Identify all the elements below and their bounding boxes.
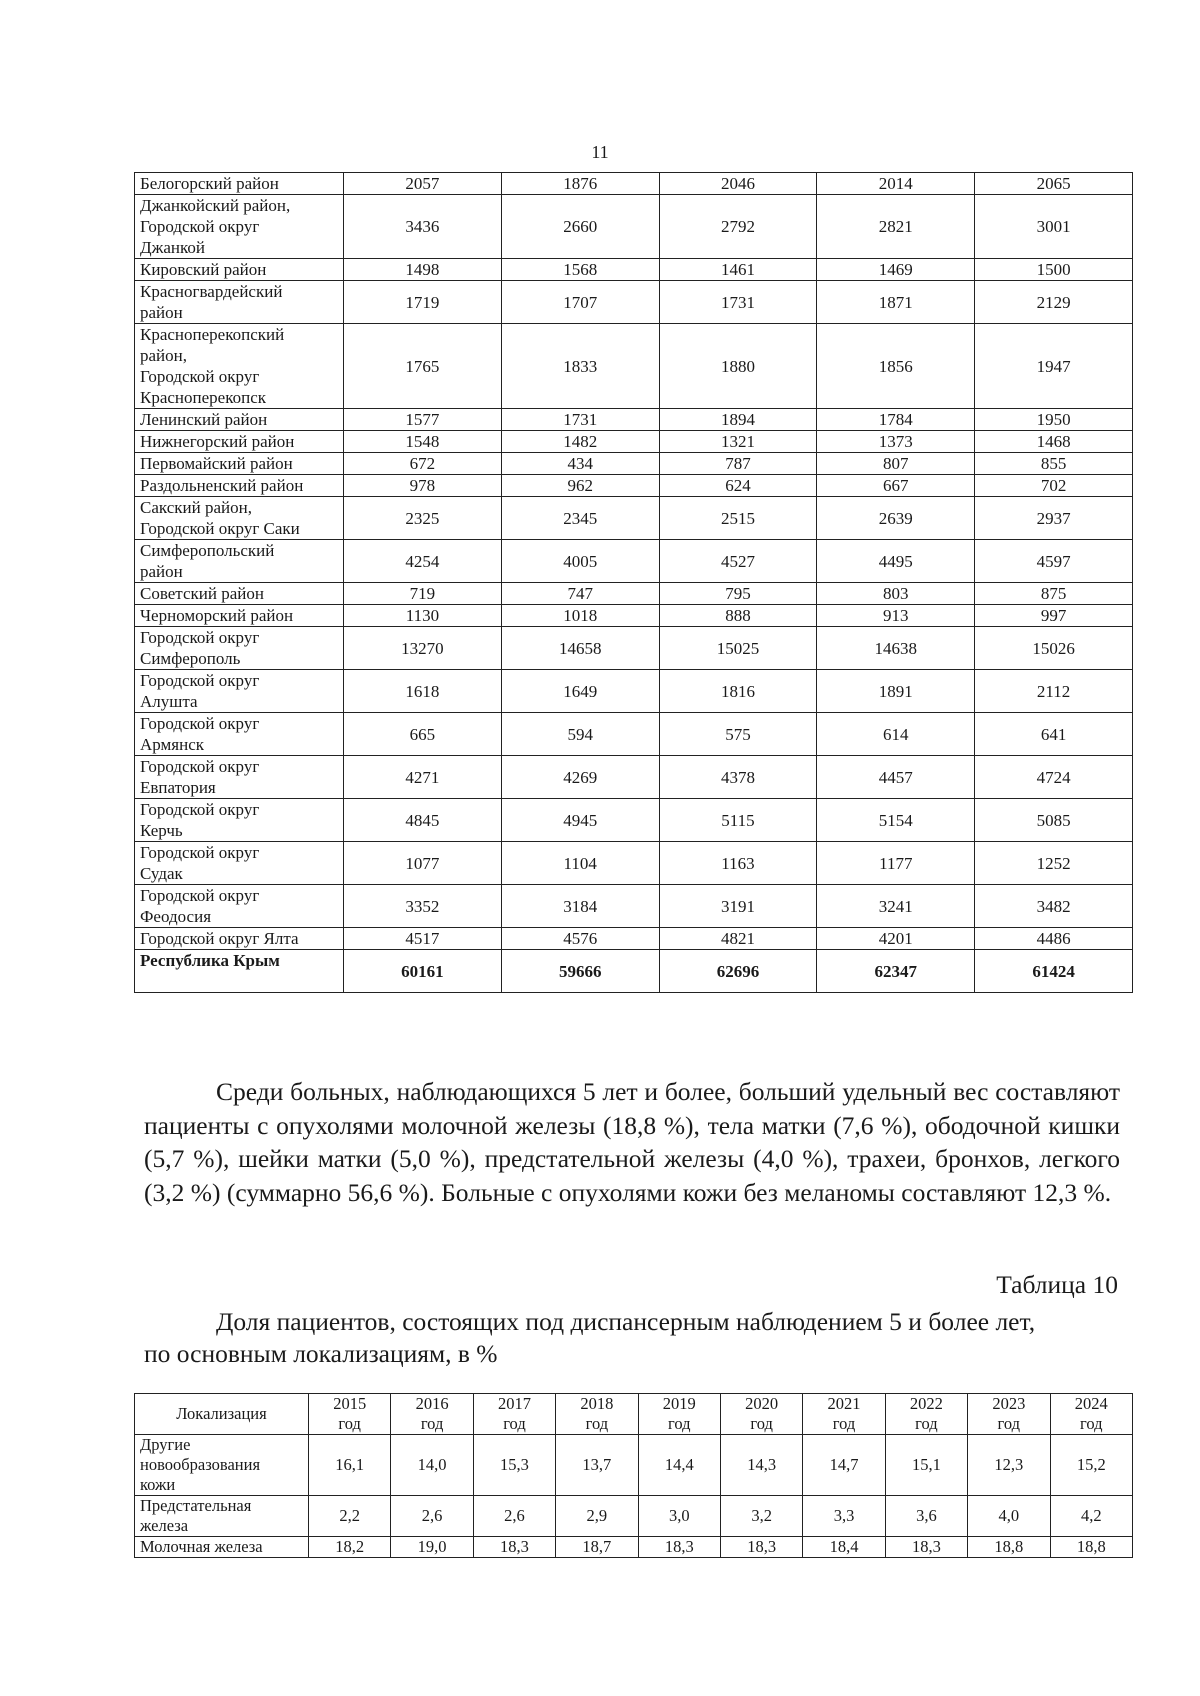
table-row [135,475,1133,497]
value-cell: 1104 [501,842,659,885]
table-row [135,431,1133,453]
column-header-year: 2022 год [885,1394,967,1435]
value-cell: 1018 [501,605,659,627]
value-cell: 1252 [975,842,1133,885]
value-cell: 594 [501,713,659,756]
value-cell: 1373 [817,431,975,453]
value-cell: 2660 [501,195,659,259]
value-cell: 4457 [817,756,975,799]
value-cell: 4495 [817,540,975,583]
district-name-cell: Городской округ Симферополь [135,627,344,670]
value-cell: 978 [344,475,502,497]
value-cell: 2821 [817,195,975,259]
table-row [135,1496,1133,1537]
total-label-cell: Республика Крым [135,950,344,993]
table-caption-line-1: Доля пациентов, состоящих под диспансерным наблюдением 5 и более лет, [216,1307,1036,1336]
table-row [135,453,1133,475]
district-name-cell: Нижнегорский район [135,431,344,453]
district-name-cell: Симферопольский район [135,540,344,583]
percent-value-cell: 18,3 [473,1537,555,1558]
value-cell: 1947 [975,324,1133,409]
value-cell: 2046 [659,173,817,195]
column-header-year: 2016 год [391,1394,473,1435]
district-name-cell: Городской округ Евпатория [135,756,344,799]
table-row [135,497,1133,540]
column-header-year: 2023 год [968,1394,1050,1435]
total-value-cell: 60161 [344,950,502,993]
value-cell: 747 [501,583,659,605]
percent-value-cell: 2,9 [556,1496,638,1537]
value-cell: 4517 [344,928,502,950]
value-cell: 4254 [344,540,502,583]
percent-value-cell: 15,3 [473,1435,555,1496]
table-row [135,605,1133,627]
percent-value-cell: 19,0 [391,1537,473,1558]
table-row [135,1435,1133,1496]
table-caption [144,1306,1120,1370]
percent-value-cell: 3,0 [638,1496,720,1537]
percent-value-cell: 18,8 [968,1537,1050,1558]
table-row [135,928,1133,950]
total-value-cell: 61424 [975,950,1133,993]
percent-value-cell: 13,7 [556,1435,638,1496]
value-cell: 1891 [817,670,975,713]
percent-value-cell: 12,3 [968,1435,1050,1496]
value-cell: 15026 [975,627,1133,670]
percent-value-cell: 14,7 [803,1435,885,1496]
value-cell: 2515 [659,497,817,540]
percent-value-cell: 3,2 [720,1496,802,1537]
total-value-cell: 62347 [817,950,975,993]
district-name-cell: Кировский район [135,259,344,281]
district-name-cell: Красноперекопский район, Городской округ Красноперекопск [135,324,344,409]
value-cell: 1950 [975,409,1133,431]
district-table-body [135,173,1133,993]
value-cell: 1163 [659,842,817,885]
value-cell: 888 [659,605,817,627]
column-header-year: 2019 год [638,1394,720,1435]
table-number-label: Таблица 10 [996,1270,1118,1299]
value-cell: 4597 [975,540,1133,583]
value-cell: 15025 [659,627,817,670]
district-name-cell: Советский район [135,583,344,605]
localization-name-cell: Молочная железа [135,1537,309,1558]
total-row [135,950,1133,993]
value-cell: 803 [817,583,975,605]
value-cell: 787 [659,453,817,475]
value-cell: 5085 [975,799,1133,842]
value-cell: 4576 [501,928,659,950]
value-cell: 1880 [659,324,817,409]
district-name-cell: Городской округ Армянск [135,713,344,756]
district-name-cell: Первомайский район [135,453,344,475]
value-cell: 1856 [817,324,975,409]
value-cell: 4486 [975,928,1133,950]
value-cell: 962 [501,475,659,497]
value-cell: 3482 [975,885,1133,928]
value-cell: 1321 [659,431,817,453]
column-header-year: 2020 год [720,1394,802,1435]
district-name-cell: Красногвардейский район [135,281,344,324]
value-cell: 702 [975,475,1133,497]
percent-value-cell: 2,6 [473,1496,555,1537]
percent-value-cell: 2,2 [309,1496,391,1537]
value-cell: 913 [817,605,975,627]
value-cell: 1482 [501,431,659,453]
value-cell: 2057 [344,173,502,195]
value-cell: 4527 [659,540,817,583]
value-cell: 3352 [344,885,502,928]
value-cell: 4271 [344,756,502,799]
value-cell: 3241 [817,885,975,928]
value-cell: 2129 [975,281,1133,324]
value-cell: 575 [659,713,817,756]
table-row [135,409,1133,431]
percent-value-cell: 4,2 [1050,1496,1132,1537]
value-cell: 667 [817,475,975,497]
value-cell: 3184 [501,885,659,928]
percent-value-cell: 3,6 [885,1496,967,1537]
value-cell: 719 [344,583,502,605]
value-cell: 1765 [344,324,502,409]
column-header-year: 2018 год [556,1394,638,1435]
header-row [135,1394,1133,1435]
table-row [135,281,1133,324]
value-cell: 614 [817,713,975,756]
value-cell: 1731 [659,281,817,324]
value-cell: 1871 [817,281,975,324]
percent-value-cell: 18,3 [885,1537,967,1558]
localization-name-cell: Предстательная железа [135,1496,309,1537]
district-name-cell: Ленинский район [135,409,344,431]
percent-value-cell: 14,3 [720,1435,802,1496]
value-cell: 3436 [344,195,502,259]
district-name-cell: Раздольненский район [135,475,344,497]
value-cell: 4378 [659,756,817,799]
column-header-localization: Локализация [135,1394,309,1435]
value-cell: 1548 [344,431,502,453]
value-cell: 1461 [659,259,817,281]
percent-value-cell: 18,3 [720,1537,802,1558]
table-row [135,713,1133,756]
value-cell: 1468 [975,431,1133,453]
column-header-year: 2017 год [473,1394,555,1435]
value-cell: 434 [501,453,659,475]
value-cell: 1500 [975,259,1133,281]
value-cell: 1731 [501,409,659,431]
localization-share-table [134,1393,1133,1558]
table-row [135,627,1133,670]
value-cell: 4269 [501,756,659,799]
district-name-cell: Черноморский район [135,605,344,627]
district-name-cell: Городской округ Алушта [135,670,344,713]
value-cell: 665 [344,713,502,756]
value-cell: 1707 [501,281,659,324]
district-patients-table [134,172,1133,993]
percent-value-cell: 2,6 [391,1496,473,1537]
value-cell: 672 [344,453,502,475]
district-name-cell: Городской округ Судак [135,842,344,885]
value-cell: 624 [659,475,817,497]
percent-value-cell: 18,3 [638,1537,720,1558]
percent-value-cell: 4,0 [968,1496,1050,1537]
value-cell: 1177 [817,842,975,885]
value-cell: 4845 [344,799,502,842]
district-name-cell: Белогорский район [135,173,344,195]
percent-value-cell: 15,1 [885,1435,967,1496]
value-cell: 4724 [975,756,1133,799]
percent-value-cell: 18,7 [556,1537,638,1558]
table-caption-line-2: по основным локализациям, в % [144,1339,498,1368]
value-cell: 2014 [817,173,975,195]
value-cell: 2639 [817,497,975,540]
value-cell: 997 [975,605,1133,627]
value-cell: 2325 [344,497,502,540]
value-cell: 1816 [659,670,817,713]
value-cell: 855 [975,453,1133,475]
value-cell: 1719 [344,281,502,324]
value-cell: 4945 [501,799,659,842]
value-cell: 3001 [975,195,1133,259]
value-cell: 1784 [817,409,975,431]
percent-value-cell: 18,4 [803,1537,885,1558]
value-cell: 1568 [501,259,659,281]
table-row [135,842,1133,885]
value-cell: 1876 [501,173,659,195]
table-row [135,670,1133,713]
value-cell: 1469 [817,259,975,281]
value-cell: 1833 [501,324,659,409]
column-header-year: 2024 год [1050,1394,1132,1435]
value-cell: 14638 [817,627,975,670]
total-value-cell: 62696 [659,950,817,993]
table-row [135,1537,1133,1558]
value-cell: 1498 [344,259,502,281]
district-name-cell: Городской округ Феодосия [135,885,344,928]
column-header-year: 2015 год [309,1394,391,1435]
table-row [135,195,1133,259]
value-cell: 4005 [501,540,659,583]
total-value-cell: 59666 [501,950,659,993]
table-row [135,540,1133,583]
value-cell: 13270 [344,627,502,670]
table-row [135,799,1133,842]
localization-table-body [135,1394,1133,1558]
district-name-cell: Городской округ Керчь [135,799,344,842]
value-cell: 1130 [344,605,502,627]
percent-value-cell: 3,3 [803,1496,885,1537]
value-cell: 875 [975,583,1133,605]
summary-paragraph: Среди больных, наблюдающихся 5 лет и более, больший удельный вес составляют пациенты с опухолями молочной железы (18,8 %), тела матки (7,6 %), ободочной кишки (5,7 %), шейки матки (5,0 %), предстательной железы (4,0 %), трахеи, бронхов, легкого (3,2 %) (суммарно 56,6 %). Больные с опухолями кожи без меланомы составляют 12,3 %. [144,1077,1120,1207]
value-cell: 2112 [975,670,1133,713]
table-row [135,173,1133,195]
value-cell: 5115 [659,799,817,842]
page-number: 11 [591,142,609,162]
value-cell: 2345 [501,497,659,540]
value-cell: 807 [817,453,975,475]
value-cell: 795 [659,583,817,605]
value-cell: 2065 [975,173,1133,195]
table-row [135,583,1133,605]
value-cell: 4821 [659,928,817,950]
district-name-cell: Сакский район, Городской округ Саки [135,497,344,540]
percent-value-cell: 18,8 [1050,1537,1132,1558]
table-row [135,259,1133,281]
value-cell: 2937 [975,497,1133,540]
value-cell: 14658 [501,627,659,670]
value-cell: 2792 [659,195,817,259]
percent-value-cell: 14,4 [638,1435,720,1496]
district-name-cell: Городской округ Ялта [135,928,344,950]
percent-value-cell: 16,1 [309,1435,391,1496]
table-row [135,885,1133,928]
percent-value-cell: 18,2 [309,1537,391,1558]
value-cell: 1077 [344,842,502,885]
value-cell: 5154 [817,799,975,842]
percent-value-cell: 15,2 [1050,1435,1132,1496]
column-header-year: 2021 год [803,1394,885,1435]
value-cell: 1649 [501,670,659,713]
table-row [135,756,1133,799]
district-name-cell: Джанкойский район, Городской округ Джанкой [135,195,344,259]
value-cell: 641 [975,713,1133,756]
table-row [135,324,1133,409]
value-cell: 1618 [344,670,502,713]
value-cell: 4201 [817,928,975,950]
percent-value-cell: 14,0 [391,1435,473,1496]
value-cell: 1577 [344,409,502,431]
value-cell: 3191 [659,885,817,928]
value-cell: 1894 [659,409,817,431]
localization-name-cell: Другие новообразования кожи [135,1435,309,1496]
